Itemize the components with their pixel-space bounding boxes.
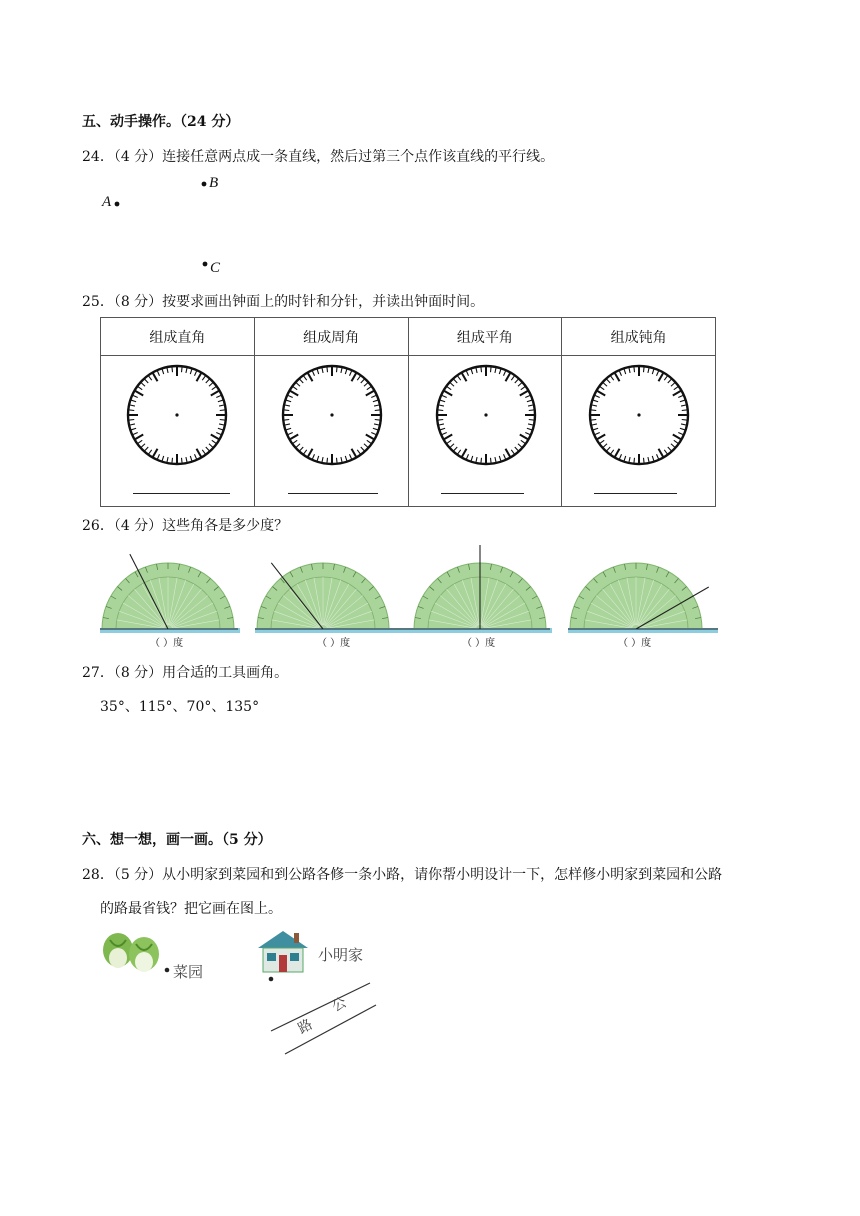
clock-header-straight-angle: 组成平角 xyxy=(408,318,562,356)
question-24-text: 24．（4 分）连接任意两点成一条直线，然后过第三个点作该直线的平行线。 xyxy=(82,149,555,165)
point-c-label: C xyxy=(210,260,221,276)
cabbage-icon xyxy=(100,928,162,980)
clock-cell-4 xyxy=(562,356,716,507)
question-27-angles: 35°、115°、70°、135° xyxy=(100,699,260,715)
protractor-icon xyxy=(100,543,240,635)
protractor-row xyxy=(100,543,720,648)
protractor-1 xyxy=(100,543,240,648)
clock-table xyxy=(100,317,716,507)
clock-face-icon xyxy=(125,363,229,467)
q24-points-figure xyxy=(100,175,221,278)
section-title-5: 五、动手操作。（24 分） xyxy=(82,114,240,130)
protractor-answer-3: （ ）度 xyxy=(462,638,496,649)
clock-header-right-angle: 组成直角 xyxy=(101,318,255,356)
question-25-text: 25．（8 分）按要求画出钟面上的时针和分针，并读出钟面时间。 xyxy=(82,294,485,310)
point-a-dot xyxy=(115,202,120,207)
protractor-2 xyxy=(255,543,415,648)
protractor-answer-4: （ ）度 xyxy=(618,638,652,649)
clock-header-obtuse-angle: 组成钝角 xyxy=(562,318,716,356)
clock-answer-line-2[interactable] xyxy=(288,493,378,494)
clock-face-icon xyxy=(587,363,691,467)
clock-header-full-angle: 组成周角 xyxy=(254,318,408,356)
garden-label: 菜园 xyxy=(173,963,204,981)
house-label: 小明家 xyxy=(318,946,364,964)
protractor-answer-1: （ ）度 xyxy=(150,638,184,649)
road-label-1: 公 xyxy=(329,994,350,1016)
point-b-dot xyxy=(202,182,207,187)
clock-cell-1 xyxy=(101,356,255,507)
section-title-6: 六、想一想，画一画。（5 分） xyxy=(82,832,272,848)
question-26-text: 26．（4 分）这些角各是多少度？ xyxy=(82,518,289,534)
question-28-text-line1: 28．（5 分）从小明家到菜园和到公路各修一条小路，请你帮小明设计一下，怎样修小明家到菜园和公路 xyxy=(82,867,723,883)
clock-answer-line-1[interactable] xyxy=(133,493,230,494)
question-28-text-line2: 的路最省钱？把它画在图上。 xyxy=(100,901,282,917)
clock-cell-3 xyxy=(408,356,562,507)
protractor-4 xyxy=(568,543,718,648)
q28-figure xyxy=(100,926,380,1058)
protractor-answer-2: （ ）度 xyxy=(317,638,351,649)
protractor-icon xyxy=(255,543,415,635)
road-label-2: 路 xyxy=(295,1016,316,1038)
garden-point-dot xyxy=(163,966,171,974)
clock-face-icon xyxy=(280,363,384,467)
house-icon xyxy=(254,928,312,976)
question-27-text: 27．（8 分）用合适的工具画角。 xyxy=(82,665,289,681)
protractor-icon xyxy=(568,543,718,635)
clock-answer-line-4[interactable] xyxy=(594,493,677,494)
clock-answer-line-3[interactable] xyxy=(441,493,524,494)
point-c-dot xyxy=(203,262,208,267)
protractor-3 xyxy=(412,543,552,648)
clock-face-icon xyxy=(434,363,538,467)
protractor-icon xyxy=(412,543,552,635)
clock-cell-2 xyxy=(254,356,408,507)
point-a-label: A xyxy=(102,194,112,210)
road-lines xyxy=(265,981,380,1058)
point-b-label: B xyxy=(209,175,219,191)
